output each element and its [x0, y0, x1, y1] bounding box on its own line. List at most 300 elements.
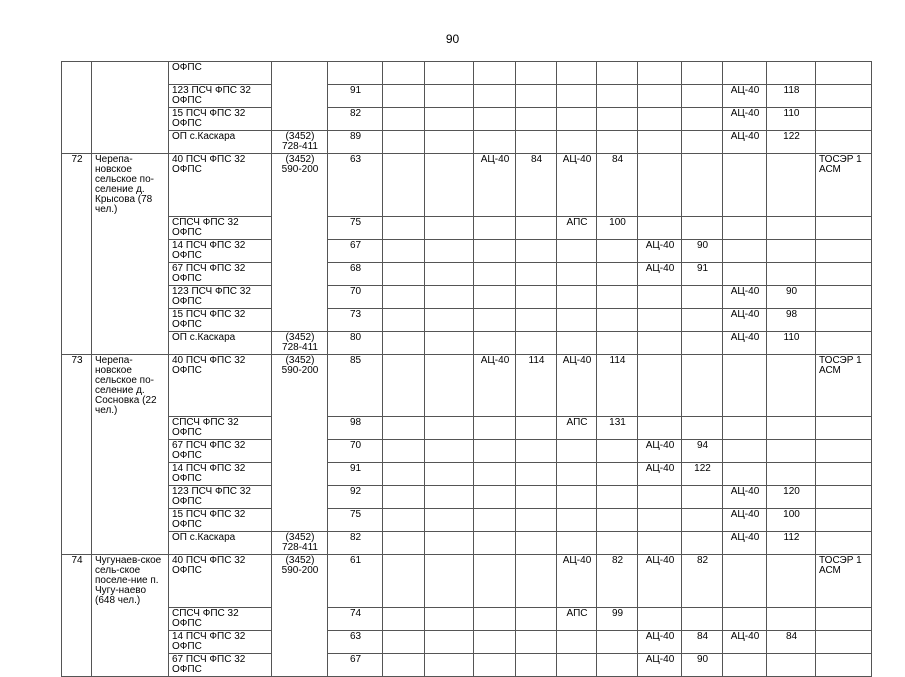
resource-a3 — [474, 417, 516, 440]
distance-km: 61 — [328, 555, 383, 608]
resource-a4 — [516, 509, 557, 532]
resource-a6: 100 — [597, 216, 638, 239]
resource-a2 — [425, 262, 474, 285]
table-row — [62, 262, 872, 285]
resource-a10: 98 — [767, 308, 816, 331]
page-number: 90 — [445, 32, 460, 46]
resource-a10 — [767, 653, 816, 676]
resource-a9 — [723, 555, 767, 608]
resource-a3 — [474, 440, 516, 463]
resource-a5 — [557, 262, 597, 285]
resource-a10 — [767, 555, 816, 608]
fire-unit: 123 ПСЧ ФПС 32 ОФПС — [169, 285, 272, 308]
resource-a3 — [474, 131, 516, 154]
resource-a2 — [425, 509, 474, 532]
resource-a2 — [425, 331, 474, 354]
resource-a7: АЦ-40 — [638, 440, 682, 463]
settlement-name — [92, 62, 169, 85]
resource-a10: 110 — [767, 331, 816, 354]
resource-a5 — [557, 653, 597, 676]
settlement-name: Чугунаев-ское сель-ское поселе-ние п. Чугу-наево (648 чел.) — [92, 555, 169, 608]
resource-a7 — [638, 108, 682, 131]
phone-number: (3452) 590-200 — [272, 354, 328, 417]
settlement-name — [92, 85, 169, 108]
distance-km: 75 — [328, 216, 383, 239]
resource-a2 — [425, 285, 474, 308]
table-row — [62, 509, 872, 532]
resource-a6 — [597, 308, 638, 331]
resource-a1 — [383, 354, 425, 417]
resource-a6: 99 — [597, 607, 638, 630]
resource-a8 — [682, 486, 723, 509]
resource-a5: АПС — [557, 417, 597, 440]
note — [816, 285, 872, 308]
resource-a9: АЦ-40 — [723, 131, 767, 154]
resource-a4 — [516, 607, 557, 630]
resource-a6 — [597, 532, 638, 555]
phone-number: (3452) 728-411 — [272, 532, 328, 555]
resource-a8 — [682, 308, 723, 331]
resource-a9 — [723, 607, 767, 630]
resource-a7: АЦ-40 — [638, 555, 682, 608]
fire-unit: 123 ПСЧ ФПС 32 ОФПС — [169, 85, 272, 108]
note: ТОСЭР 1 АСМ — [816, 354, 872, 417]
fire-unit: 15 ПСЧ ФПС 32 ОФПС — [169, 108, 272, 131]
resource-a7 — [638, 131, 682, 154]
resource-a4 — [516, 630, 557, 653]
row-number — [62, 131, 92, 154]
resource-a5 — [557, 486, 597, 509]
resource-a6 — [597, 108, 638, 131]
resource-a3 — [474, 262, 516, 285]
phone-number: (3452) 728-411 — [272, 331, 328, 354]
resource-a6 — [597, 262, 638, 285]
resource-a5 — [557, 108, 597, 131]
resource-a2 — [425, 354, 474, 417]
fire-unit: 40 ПСЧ ФПС 32 ОФПС — [169, 354, 272, 417]
resource-a7 — [638, 607, 682, 630]
distance-km: 68 — [328, 262, 383, 285]
resource-a9 — [723, 463, 767, 486]
resource-a8: 94 — [682, 440, 723, 463]
resource-a4: 114 — [516, 354, 557, 417]
resource-a8: 90 — [682, 653, 723, 676]
fire-unit: 15 ПСЧ ФПС 32 ОФПС — [169, 308, 272, 331]
resource-a8 — [682, 131, 723, 154]
resource-a10 — [767, 440, 816, 463]
resource-a4 — [516, 417, 557, 440]
resource-a6 — [597, 62, 638, 85]
resource-a6 — [597, 486, 638, 509]
resource-a6: 84 — [597, 154, 638, 217]
resource-a9 — [723, 62, 767, 85]
resource-a3 — [474, 216, 516, 239]
resource-a5 — [557, 62, 597, 85]
resource-a9 — [723, 354, 767, 417]
resource-a5: АПС — [557, 216, 597, 239]
table-row — [62, 440, 872, 463]
resource-a7 — [638, 62, 682, 85]
row-number — [62, 532, 92, 555]
resource-a3 — [474, 463, 516, 486]
phone-number — [272, 239, 328, 262]
resource-a8 — [682, 607, 723, 630]
resource-a10 — [767, 216, 816, 239]
fire-unit: 40 ПСЧ ФПС 32 ОФПС — [169, 154, 272, 217]
fire-unit: 15 ПСЧ ФПС 32 ОФПС — [169, 509, 272, 532]
distance-km: 82 — [328, 532, 383, 555]
resource-a2 — [425, 653, 474, 676]
fire-unit: СПСЧ ФПС 32 ОФПС — [169, 417, 272, 440]
table-row — [62, 308, 872, 331]
resource-a3 — [474, 239, 516, 262]
table-row — [62, 216, 872, 239]
distance-km: 67 — [328, 239, 383, 262]
distance-km: 63 — [328, 630, 383, 653]
resource-a2 — [425, 532, 474, 555]
phone-number — [272, 630, 328, 653]
resource-a8 — [682, 216, 723, 239]
settlement-name — [92, 532, 169, 555]
resource-a8: 82 — [682, 555, 723, 608]
resource-a1 — [383, 216, 425, 239]
row-number — [62, 262, 92, 285]
distance-km: 92 — [328, 486, 383, 509]
note — [816, 486, 872, 509]
resource-a6 — [597, 331, 638, 354]
table-row — [62, 417, 872, 440]
row-number — [62, 62, 92, 85]
resource-a5 — [557, 532, 597, 555]
resource-a7: АЦ-40 — [638, 463, 682, 486]
table-row — [62, 463, 872, 486]
distance-km — [328, 62, 383, 85]
resource-a9 — [723, 417, 767, 440]
resource-a7: АЦ-40 — [638, 630, 682, 653]
note — [816, 331, 872, 354]
note — [816, 607, 872, 630]
resource-a8 — [682, 417, 723, 440]
phone-number — [272, 85, 328, 108]
fire-unit: ОП с.Каскара — [169, 131, 272, 154]
distance-km: 85 — [328, 354, 383, 417]
resource-a6: 82 — [597, 555, 638, 608]
phone-number — [272, 417, 328, 440]
resource-a2 — [425, 108, 474, 131]
distance-km: 98 — [328, 417, 383, 440]
resource-a4 — [516, 440, 557, 463]
settlement-name — [92, 440, 169, 463]
resource-a10 — [767, 239, 816, 262]
table-row — [62, 131, 872, 154]
resource-a8: 90 — [682, 239, 723, 262]
distance-km: 91 — [328, 85, 383, 108]
row-number — [62, 440, 92, 463]
table-row — [62, 331, 872, 354]
resource-a2 — [425, 239, 474, 262]
settlement-name — [92, 308, 169, 331]
resource-a1 — [383, 532, 425, 555]
resource-a7: АЦ-40 — [638, 262, 682, 285]
resource-a6 — [597, 509, 638, 532]
distance-km: 91 — [328, 463, 383, 486]
resource-a7 — [638, 417, 682, 440]
resource-a1 — [383, 630, 425, 653]
settlement-name — [92, 463, 169, 486]
resource-a1 — [383, 239, 425, 262]
resource-a1 — [383, 509, 425, 532]
settlement-name — [92, 331, 169, 354]
resource-a8: 91 — [682, 262, 723, 285]
row-number — [62, 509, 92, 532]
resource-a8 — [682, 85, 723, 108]
phone-number — [272, 653, 328, 676]
table-row — [62, 108, 872, 131]
resource-a10 — [767, 607, 816, 630]
phone-number — [272, 285, 328, 308]
note: ТОСЭР 1 АСМ — [816, 555, 872, 608]
resource-a3 — [474, 62, 516, 85]
resource-a3 — [474, 607, 516, 630]
table-row — [62, 555, 872, 608]
distance-km: 75 — [328, 509, 383, 532]
table-row — [62, 285, 872, 308]
resource-a10: 118 — [767, 85, 816, 108]
row-number — [62, 417, 92, 440]
resource-a4 — [516, 216, 557, 239]
settlement-name: Черепа-новское сельское по-селение д. Крысова (78 чел.) — [92, 154, 169, 217]
resource-a1 — [383, 555, 425, 608]
phone-number — [272, 486, 328, 509]
row-number — [62, 108, 92, 131]
settlement-name — [92, 509, 169, 532]
resource-a7 — [638, 331, 682, 354]
resource-a1 — [383, 108, 425, 131]
resource-a6 — [597, 285, 638, 308]
resource-a3 — [474, 532, 516, 555]
row-number — [62, 216, 92, 239]
resource-a5: АЦ-40 — [557, 354, 597, 417]
resource-a8 — [682, 509, 723, 532]
resource-a5 — [557, 509, 597, 532]
resource-a7 — [638, 216, 682, 239]
fire-unit: ОФПС — [169, 62, 272, 85]
resource-a3: АЦ-40 — [474, 354, 516, 417]
phone-number — [272, 440, 328, 463]
resource-a5 — [557, 308, 597, 331]
resource-a10: 120 — [767, 486, 816, 509]
table-row — [62, 62, 872, 85]
resource-a2 — [425, 154, 474, 217]
note — [816, 440, 872, 463]
resource-a1 — [383, 85, 425, 108]
resource-a8 — [682, 62, 723, 85]
phone-number: (3452) 590-200 — [272, 154, 328, 217]
settlement-name — [92, 285, 169, 308]
fire-unit: 14 ПСЧ ФПС 32 ОФПС — [169, 630, 272, 653]
resource-a1 — [383, 262, 425, 285]
resource-a1 — [383, 131, 425, 154]
row-number — [62, 331, 92, 354]
settlement-name — [92, 607, 169, 630]
resource-a9: АЦ-40 — [723, 108, 767, 131]
resource-a6 — [597, 440, 638, 463]
resource-a8 — [682, 532, 723, 555]
note — [816, 239, 872, 262]
resource-a4 — [516, 239, 557, 262]
phone-number — [272, 62, 328, 85]
distance-km: 70 — [328, 440, 383, 463]
resource-a3 — [474, 108, 516, 131]
resource-a7: АЦ-40 — [638, 653, 682, 676]
note — [816, 62, 872, 85]
fire-unit: 123 ПСЧ ФПС 32 ОФПС — [169, 486, 272, 509]
resource-a10 — [767, 463, 816, 486]
resource-a9: АЦ-40 — [723, 331, 767, 354]
resource-a8: 84 — [682, 630, 723, 653]
resource-a1 — [383, 440, 425, 463]
resource-a2 — [425, 417, 474, 440]
note — [816, 308, 872, 331]
resource-a9 — [723, 239, 767, 262]
resource-a5 — [557, 285, 597, 308]
distance-km: 74 — [328, 607, 383, 630]
resource-a10 — [767, 62, 816, 85]
resource-a1 — [383, 653, 425, 676]
resource-a10 — [767, 354, 816, 417]
note — [816, 532, 872, 555]
resource-a5 — [557, 331, 597, 354]
settlement-name — [92, 108, 169, 131]
fire-unit: 67 ПСЧ ФПС 32 ОФПС — [169, 440, 272, 463]
resource-a2 — [425, 630, 474, 653]
row-number — [62, 85, 92, 108]
phone-number: (3452) 728-411 — [272, 131, 328, 154]
resource-a5: АЦ-40 — [557, 154, 597, 217]
resource-a7 — [638, 285, 682, 308]
resource-a9: АЦ-40 — [723, 509, 767, 532]
resource-a10: 122 — [767, 131, 816, 154]
resource-a6 — [597, 131, 638, 154]
fire-unit: 40 ПСЧ ФПС 32 ОФПС — [169, 555, 272, 608]
resource-a3 — [474, 285, 516, 308]
row-number — [62, 607, 92, 630]
resource-a7 — [638, 486, 682, 509]
resource-a4 — [516, 463, 557, 486]
resource-a2 — [425, 555, 474, 608]
resource-a1 — [383, 417, 425, 440]
resource-a5 — [557, 239, 597, 262]
resource-a10: 112 — [767, 532, 816, 555]
resource-a5 — [557, 463, 597, 486]
table-row — [62, 354, 872, 417]
resource-a9: АЦ-40 — [723, 486, 767, 509]
phone-number — [272, 509, 328, 532]
resource-a4: 84 — [516, 154, 557, 217]
dispatch-table — [61, 61, 872, 677]
resource-a2 — [425, 486, 474, 509]
fire-unit: 67 ПСЧ ФПС 32 ОФПС — [169, 262, 272, 285]
resource-a8: 122 — [682, 463, 723, 486]
resource-a3 — [474, 331, 516, 354]
settlement-name — [92, 417, 169, 440]
phone-number — [272, 607, 328, 630]
resource-a2 — [425, 131, 474, 154]
resource-a5: АЦ-40 — [557, 555, 597, 608]
resource-a10 — [767, 417, 816, 440]
resource-a6 — [597, 653, 638, 676]
resource-a9: АЦ-40 — [723, 308, 767, 331]
distance-km: 73 — [328, 308, 383, 331]
phone-number: (3452) 590-200 — [272, 555, 328, 608]
note — [816, 131, 872, 154]
resource-a8 — [682, 108, 723, 131]
row-number — [62, 239, 92, 262]
resource-a1 — [383, 486, 425, 509]
resource-a6: 131 — [597, 417, 638, 440]
settlement-name — [92, 239, 169, 262]
table-row — [62, 85, 872, 108]
row-number — [62, 308, 92, 331]
distance-km: 80 — [328, 331, 383, 354]
resource-a3 — [474, 486, 516, 509]
note — [816, 630, 872, 653]
resource-a10: 100 — [767, 509, 816, 532]
note — [816, 509, 872, 532]
resource-a6 — [597, 85, 638, 108]
phone-number — [272, 216, 328, 239]
resource-a2 — [425, 85, 474, 108]
row-number: 73 — [62, 354, 92, 417]
table-row — [62, 630, 872, 653]
resource-a3 — [474, 555, 516, 608]
resource-a9 — [723, 440, 767, 463]
resource-a10 — [767, 262, 816, 285]
resource-a4 — [516, 131, 557, 154]
settlement-name — [92, 486, 169, 509]
fire-unit: 14 ПСЧ ФПС 32 ОФПС — [169, 239, 272, 262]
resource-a1 — [383, 331, 425, 354]
resource-a10: 84 — [767, 630, 816, 653]
settlement-name — [92, 630, 169, 653]
resource-a4 — [516, 653, 557, 676]
phone-number — [272, 262, 328, 285]
resource-a3: АЦ-40 — [474, 154, 516, 217]
resource-a10: 110 — [767, 108, 816, 131]
resource-a10 — [767, 154, 816, 217]
resource-a2 — [425, 440, 474, 463]
resource-a4 — [516, 62, 557, 85]
settlement-name — [92, 262, 169, 285]
resource-a1 — [383, 285, 425, 308]
row-number — [62, 463, 92, 486]
note — [816, 216, 872, 239]
phone-number — [272, 308, 328, 331]
resource-a5 — [557, 630, 597, 653]
resource-a1 — [383, 463, 425, 486]
resource-a4 — [516, 486, 557, 509]
resource-a5 — [557, 440, 597, 463]
resource-a9: АЦ-40 — [723, 532, 767, 555]
resource-a8 — [682, 285, 723, 308]
table-row — [62, 239, 872, 262]
fire-unit: 67 ПСЧ ФПС 32 ОФПС — [169, 653, 272, 676]
phone-number — [272, 108, 328, 131]
resource-a7 — [638, 354, 682, 417]
distance-km: 70 — [328, 285, 383, 308]
table-row — [62, 486, 872, 509]
resource-a9 — [723, 154, 767, 217]
